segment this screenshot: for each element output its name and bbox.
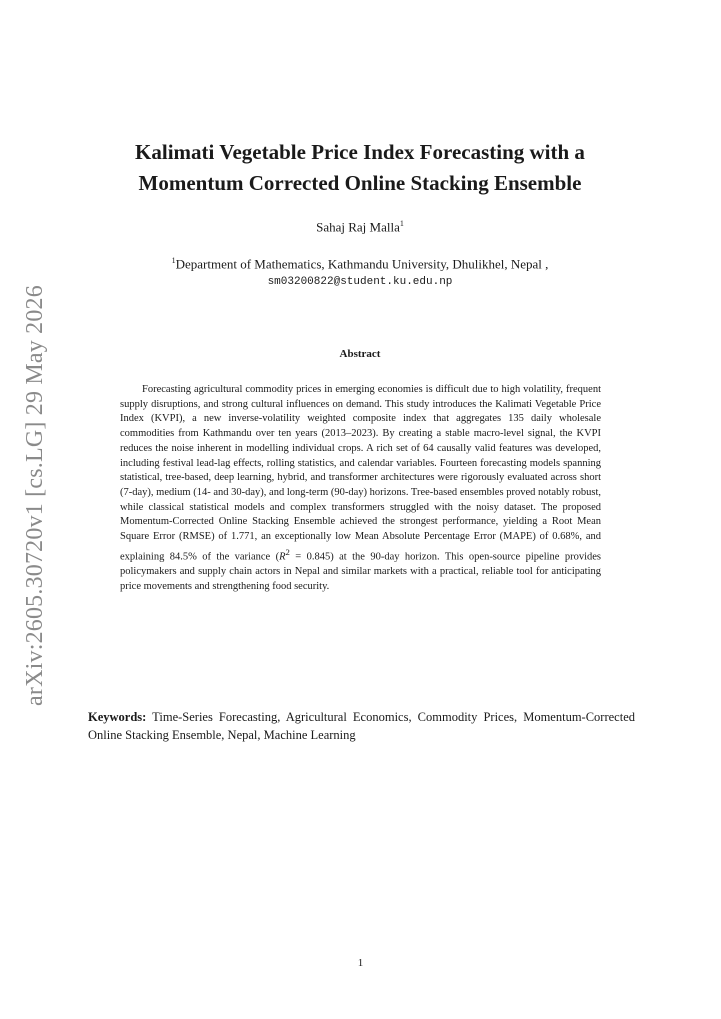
arxiv-identifier-text: arXiv:2605.30720v1 [cs.LG] 29 May 2026 <box>21 284 48 706</box>
author-email: sm03200822@student.ku.edu.np <box>267 276 453 289</box>
r-squared-value: = 0.845 <box>289 551 331 563</box>
abstract-text-part-1: Forecasting agricultural commodity prices in emerging economies is difficult due to high volatility, frequent supply disruptions, and strong cultural influences on demand. This study introduces the Kalimati Vegetable Price Index (KVPI), a new inverse-volatility weighted composite index that aggregates 135 daily wholesale commodities from Kathmandu over ten years (2013–2023). By creating a stable macro-level signal, the KVPI reduces the noise inherent in modelling individual crops. A rich set of 64 causally valid features was developed, including festival lead-lag effects, rolling statistics, and calendar variables. Fourteen forecasting models spanning statistical, tree-based, deep learning, hybrid, and transformer architectures were rigorously evaluated across short (7-day), medium (14- and 30-day), and long-term (90-day) horizons. Tree-based ensembles proved notably robust, while classical statistical models and complex transformers struggled with the noisy dataset. The proposed Momentum-Corrected Online Stacking Ensemble achieved the strongest performance, yielding a Root Mean Square Error (RMSE) of 1.771, an exceptionally low Mean Absolute Percentage Error (MAPE) of 0.68%, and explaining 84.5% of the variance ( <box>120 384 601 563</box>
affiliation-block <box>60 252 660 291</box>
title-line-1: Kalimati Vegetable Price Index Forecasting with a <box>135 140 585 164</box>
abstract-heading: Abstract <box>339 348 381 360</box>
r-squared-exponent: 2 <box>285 546 290 557</box>
r-squared-symbol: R <box>279 551 286 563</box>
keywords-section <box>88 708 635 744</box>
abstract-text-part-2: ) at the 90-day horizon. This open-source pipeline provides policymakers and supply chain actors in Nepal and similar markets with a practical, reliable tool for anticipating price movements and strengthening food security. <box>120 551 602 592</box>
paper-title <box>60 137 660 199</box>
abstract-body <box>120 383 601 594</box>
title-line-2: Momentum Corrected Online Stacking Ensemble <box>138 171 582 195</box>
affiliation-mark: 1 <box>171 256 176 265</box>
author-name: Sahaj Raj Malla <box>316 219 400 235</box>
keywords-list: Time-Series Forecasting, Agricultural Economics, Commodity Prices, Momentum-Corrected Online Stacking Ensemble, Nepal, Machine Learning <box>88 710 635 742</box>
keywords-label: Keywords: <box>88 710 147 724</box>
page-number: 1 <box>357 957 364 969</box>
arxiv-identifier-stamp <box>14 284 56 706</box>
author-line <box>60 219 660 235</box>
author-affiliation-mark: 1 <box>399 219 404 228</box>
affiliation-text: Department of Mathematics, Kathmandu University, Dhulikhel, Nepal , <box>175 256 549 272</box>
